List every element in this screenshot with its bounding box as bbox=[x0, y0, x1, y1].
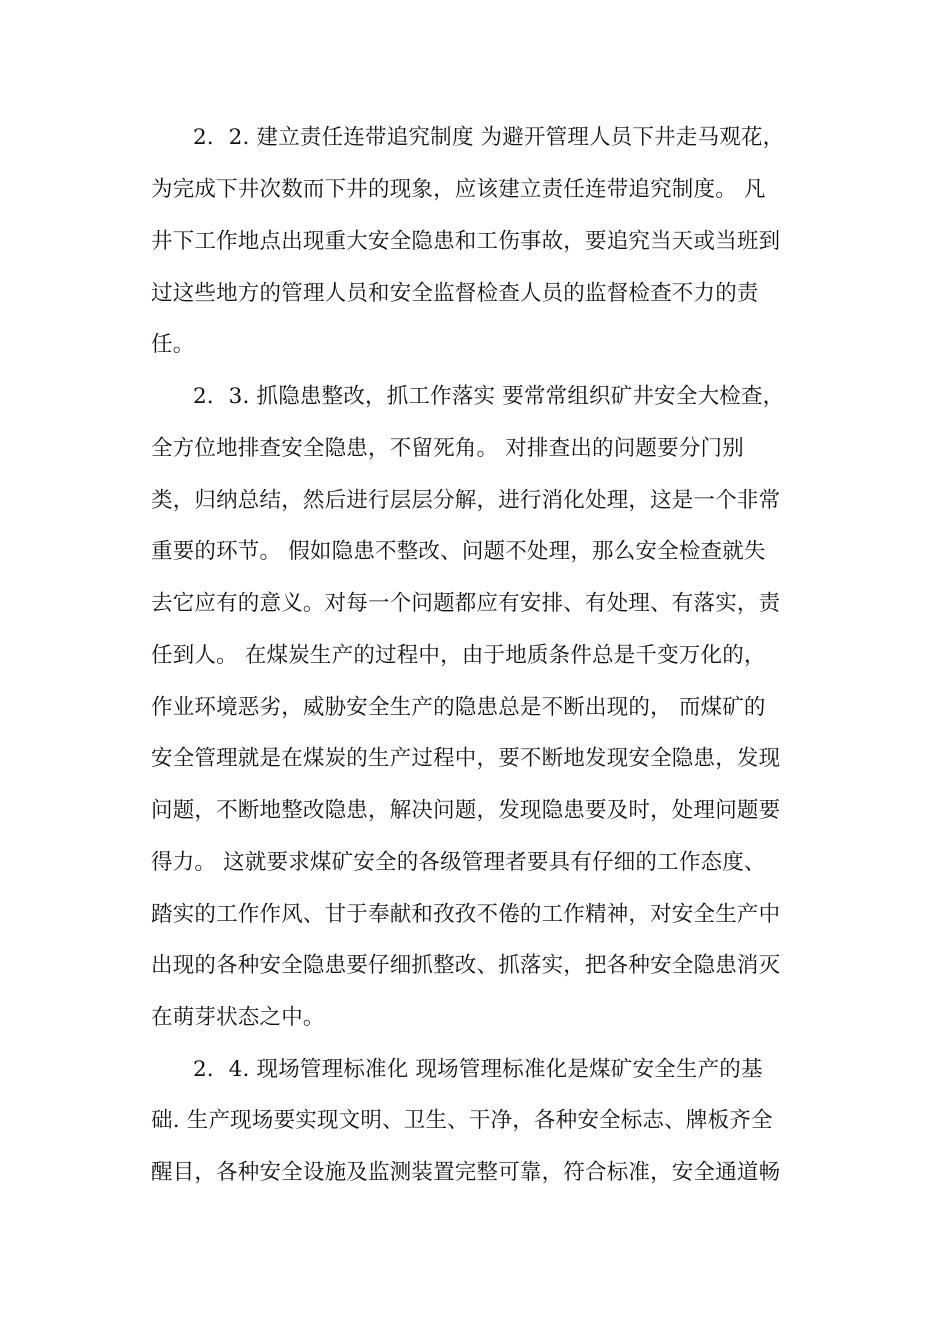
paragraph-2-3-line-1: 2．3. 抓隐患整改，抓工作落实 要常常组织矿井安全大检查， bbox=[193, 384, 785, 409]
paragraph-2-3-line-2: 全方位地排查安全隐患，不留死角。 对排查出的问题要分门别 bbox=[151, 436, 744, 461]
paragraph-2-3-line-13: 在萌芽状态之中。 bbox=[151, 1005, 325, 1030]
paragraph-2-2-line-2: 为完成下井次数而下井的现象，应该建立责任连带追究制度。 凡 bbox=[151, 177, 766, 202]
paragraph-2-2-line-3: 井下工作地点出现重大安全隐患和工伤事故，要追究当天或当班到 bbox=[151, 229, 781, 254]
paragraph-2-4-line-1: 2．4. 现场管理标准化 现场管理标准化是煤矿安全生产的基 bbox=[193, 1057, 763, 1082]
paragraph-2-3-line-11: 踏实的工作作风、甘于奉献和孜孜不倦的工作精神，对安全生产中 bbox=[151, 902, 781, 927]
paragraph-2-3-line-6: 任到人。 在煤炭生产的过程中，由于地质条件总是千变万化的， bbox=[151, 643, 766, 668]
paragraph-2-3-line-9: 问题，不断地整改隐患，解决问题，发现隐患要及时，处理问题要 bbox=[151, 798, 781, 823]
paragraph-2-3-line-3: 类，归纳总结，然后进行层层分解，进行消化处理，这是一个非常 bbox=[151, 488, 781, 513]
paragraph-2-3-line-10: 得力。 这就要求煤矿安全的各级管理者要具有仔细的工作态度、 bbox=[151, 850, 766, 875]
paragraph-2-3-line-12: 出现的各种安全隐患要仔细抓整改、抓落实，把各种安全隐患消灭 bbox=[151, 953, 781, 978]
paragraph-2-3-line-4: 重要的环节。 假如隐患不整改、问题不处理，那么安全检查就失 bbox=[151, 539, 766, 564]
paragraph-2-3-line-8: 安全管理就是在煤炭的生产过程中，要不断地发现安全隐患，发现 bbox=[151, 746, 781, 771]
paragraph-2-2-line-4: 过这些地方的管理人员和安全监督检查人员的监督检查不力的责 bbox=[151, 281, 759, 306]
paragraph-2-4-line-3: 醒目，各种安全设施及监测装置完整可靠，符合标准，安全通道畅 bbox=[151, 1160, 781, 1185]
paragraph-2-3-line-7: 作业环境恶劣，威胁安全生产的隐患总是不断出现的， 而煤矿的 bbox=[151, 695, 766, 720]
paragraph-2-3-line-5: 去它应有的意义。对每一个问题都应有安排、有处理、有落实，责 bbox=[151, 591, 781, 616]
paragraph-2-2-line-5: 任。 bbox=[151, 332, 195, 357]
paragraph-2-4-line-2: 础. 生产现场要实现文明、卫生、干净，各种安全标志、牌板齐全 bbox=[151, 1108, 773, 1133]
paragraph-2-2-line-1: 2．2. 建立责任连带追究制度 为避开管理人员下井走马观花， bbox=[193, 125, 785, 150]
